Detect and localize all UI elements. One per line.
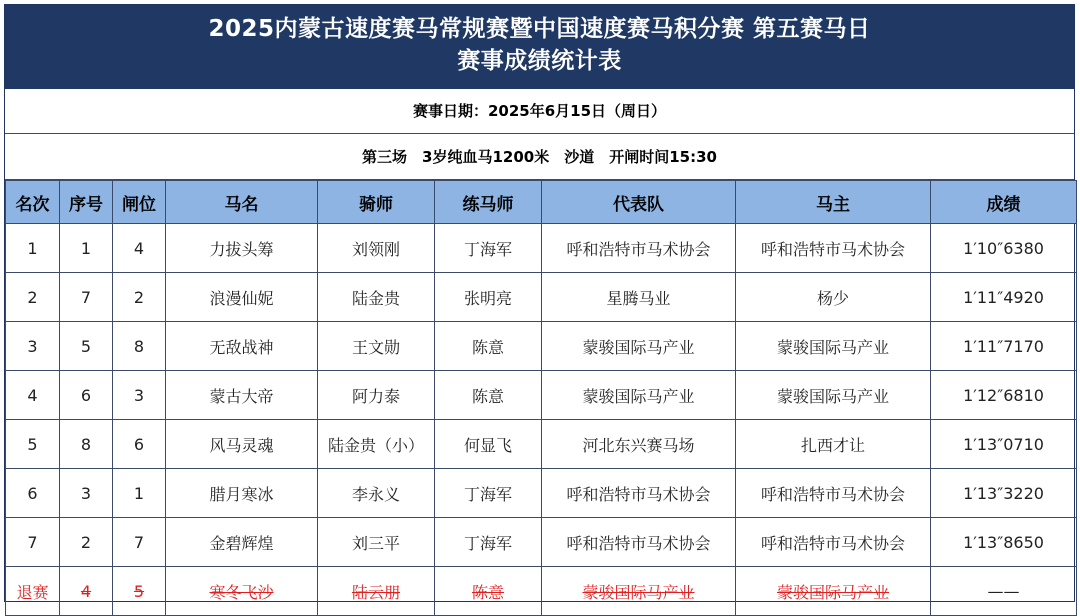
cell-jockey: 王文勋	[318, 322, 435, 371]
cell-number: 8	[60, 420, 113, 469]
cell-horse-text: 寒冬飞沙	[209, 582, 274, 602]
cell-horse: 无敌战神	[166, 322, 318, 371]
cell-owner	[736, 567, 931, 616]
cell-trainer	[435, 567, 542, 616]
cell-team: 蒙骏国际马产业	[542, 371, 736, 420]
cell-horse: 浪漫仙妮	[166, 273, 318, 322]
cell-rank: 5	[6, 420, 60, 469]
results-table	[5, 180, 1077, 616]
cell-owner: 蒙骏国际马产业	[736, 371, 931, 420]
cell-jockey	[318, 567, 435, 616]
cell-gate	[113, 567, 166, 616]
header-owner: 马主	[736, 181, 931, 224]
cell-number-text: 4	[80, 581, 92, 601]
race-info: 第三场 3岁纯血马1200米 沙道 开闸时间15:30	[5, 134, 1074, 180]
cell-owner: 呼和浩特市马术协会	[736, 469, 931, 518]
cell-result: 1′13″0710	[931, 420, 1077, 469]
title-line-1: 2025内蒙古速度赛马常规赛暨中国速度赛马积分赛 第五赛马日	[208, 16, 871, 42]
cell-trainer: 陈意	[435, 371, 542, 420]
table-row	[6, 224, 1077, 273]
cell-team-text: 蒙骏国际马产业	[582, 582, 695, 602]
cell-trainer: 何显飞	[435, 420, 542, 469]
cell-horse: 风马灵魂	[166, 420, 318, 469]
cell-owner: 蒙骏国际马产业	[736, 322, 931, 371]
cell-owner-text: 蒙骏国际马产业	[776, 582, 889, 602]
cell-jockey: 刘领刚	[318, 224, 435, 273]
header-gate: 闸位	[113, 181, 166, 224]
cell-result: ——	[931, 567, 1077, 616]
cell-rank: 2	[6, 273, 60, 322]
cell-team: 蒙骏国际马产业	[542, 322, 736, 371]
cell-jockey: 陆金贵（小）	[318, 420, 435, 469]
cell-trainer: 丁海军	[435, 518, 542, 567]
cell-team: 呼和浩特市马术协会	[542, 224, 736, 273]
cell-owner: 呼和浩特市马术协会	[736, 518, 931, 567]
cell-gate: 2	[113, 273, 166, 322]
header-rank: 名次	[6, 181, 60, 224]
results-sheet	[4, 4, 1075, 602]
table-row	[6, 420, 1077, 469]
cell-result: 1′13″8650	[931, 518, 1077, 567]
cell-team: 星腾马业	[542, 273, 736, 322]
cell-result: 1′10″6380	[931, 224, 1077, 273]
cell-gate: 1	[113, 469, 166, 518]
cell-horse: 金碧辉煌	[166, 518, 318, 567]
cell-trainer: 丁海军	[435, 224, 542, 273]
cell-owner: 呼和浩特市马术协会	[736, 224, 931, 273]
race-date: 赛事日期：2025年6月15日（周日）	[5, 89, 1074, 134]
cell-gate: 4	[113, 224, 166, 273]
table-row	[6, 322, 1077, 371]
cell-jockey: 李永义	[318, 469, 435, 518]
cell-number: 6	[60, 371, 113, 420]
table-row	[6, 273, 1077, 322]
cell-horse	[166, 567, 318, 616]
cell-team: 呼和浩特市马术协会	[542, 469, 736, 518]
cell-trainer-text: 陈意	[471, 582, 504, 602]
cell-gate-text: 5	[133, 581, 145, 601]
cell-number: 3	[60, 469, 113, 518]
cell-horse: 腊月寒冰	[166, 469, 318, 518]
cell-jockey: 阿力泰	[318, 371, 435, 420]
cell-jockey-text: 陆云朋	[351, 582, 400, 602]
cell-gate: 8	[113, 322, 166, 371]
table-row	[6, 371, 1077, 420]
header-horse: 马名	[166, 181, 318, 224]
cell-number: 5	[60, 322, 113, 371]
header-jockey: 骑师	[318, 181, 435, 224]
cell-team: 呼和浩特市马术协会	[542, 518, 736, 567]
header-row	[6, 181, 1077, 224]
table-row-retired	[6, 567, 1077, 616]
header-team: 代表队	[542, 181, 736, 224]
cell-result: 1′13″3220	[931, 469, 1077, 518]
cell-result: 1′11″4920	[931, 273, 1077, 322]
title-banner	[5, 5, 1074, 89]
cell-gate: 3	[113, 371, 166, 420]
cell-owner: 扎西才让	[736, 420, 931, 469]
table-row	[6, 518, 1077, 567]
cell-number: 7	[60, 273, 113, 322]
cell-trainer: 陈意	[435, 322, 542, 371]
cell-result: 1′12″6810	[931, 371, 1077, 420]
cell-rank: 1	[6, 224, 60, 273]
header-trainer: 练马师	[435, 181, 542, 224]
cell-horse: 蒙古大帝	[166, 371, 318, 420]
title-line-2: 赛事成绩统计表	[457, 48, 622, 74]
cell-trainer: 丁海军	[435, 469, 542, 518]
cell-rank: 6	[6, 469, 60, 518]
cell-result: 1′11″7170	[931, 322, 1077, 371]
cell-jockey: 陆金贵	[318, 273, 435, 322]
cell-horse: 力拔头筹	[166, 224, 318, 273]
cell-number: 1	[60, 224, 113, 273]
cell-trainer: 张明亮	[435, 273, 542, 322]
cell-rank: 7	[6, 518, 60, 567]
cell-gate: 7	[113, 518, 166, 567]
cell-rank: 3	[6, 322, 60, 371]
cell-jockey: 刘三平	[318, 518, 435, 567]
cell-team: 河北东兴赛马场	[542, 420, 736, 469]
table-row	[6, 469, 1077, 518]
header-number: 序号	[60, 181, 113, 224]
cell-rank: 退赛	[6, 567, 60, 616]
cell-rank: 4	[6, 371, 60, 420]
cell-gate: 6	[113, 420, 166, 469]
cell-number: 2	[60, 518, 113, 567]
cell-number	[60, 567, 113, 616]
header-result: 成绩	[931, 181, 1077, 224]
cell-team	[542, 567, 736, 616]
cell-owner: 杨少	[736, 273, 931, 322]
